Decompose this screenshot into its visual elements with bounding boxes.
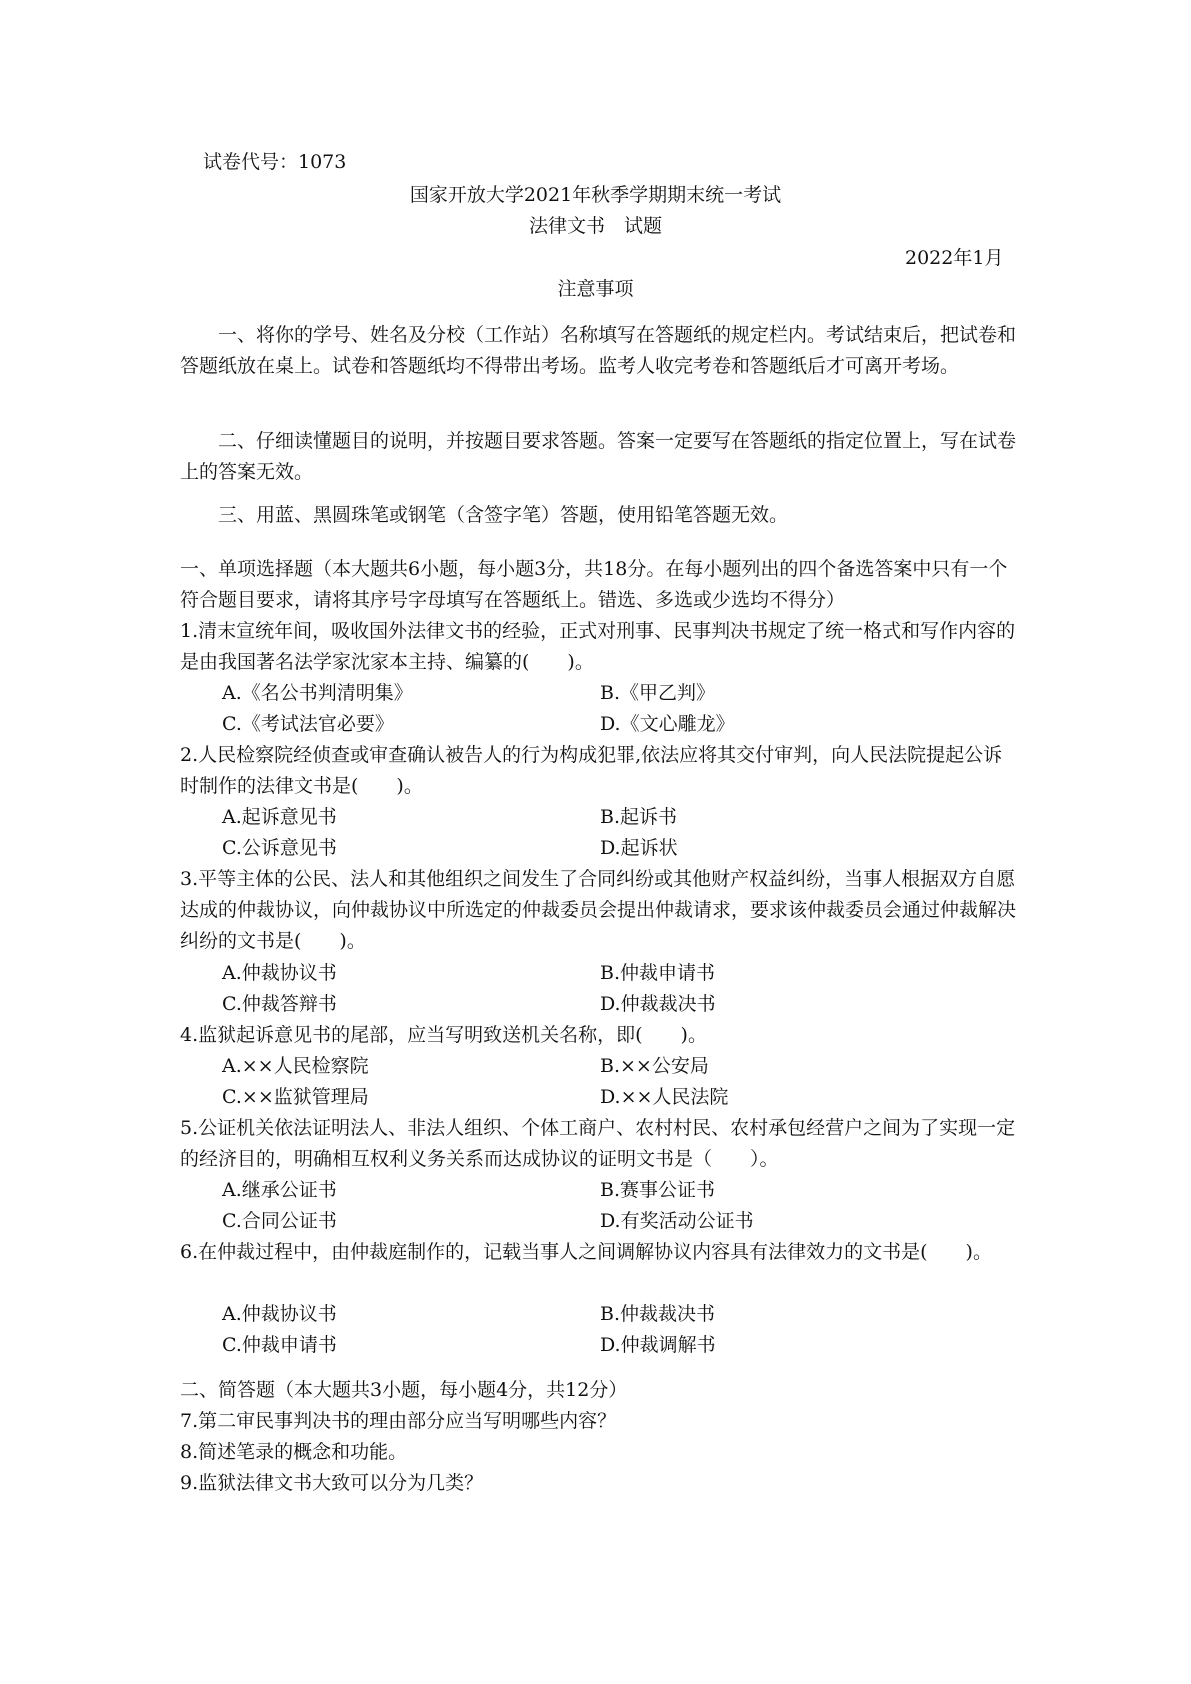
question-1: 1.清末宣统年间，吸收国外法律文书的经验，正式对刑事、民事判决书规定了统一格式和写作内容的是由我国著名法学家沈家本主持、编纂的( )。 [180, 620, 1016, 673]
exam-title: 国家开放大学2021年秋季学期期末统一考试 [409, 184, 782, 206]
question-1-option-a: A.《名公书判清明集》 [222, 682, 413, 704]
notes-heading: 注意事项 [557, 278, 634, 300]
question-5-option-c: C.合同公证书 [222, 1210, 337, 1232]
question-3-option-b: B.仲裁申请书 [600, 962, 716, 984]
question-2-option-a: A.起诉意见书 [222, 806, 337, 828]
note-item-3: 三、用蓝、黑圆珠笔或钢笔（含签字笔）答题，使用铅笔答题无效。 [218, 504, 789, 526]
question-5-option-b: B.赛事公证书 [600, 1179, 716, 1201]
question-6-option-d: D.仲裁调解书 [600, 1334, 716, 1356]
exam-subtitle: 法律文书 试题 [528, 215, 662, 237]
exam-date: 2022年1月 [905, 247, 1004, 269]
question-2-option-b: B.起诉书 [600, 806, 678, 828]
note-item-1: 一、将你的学号、姓名及分校（工作站）名称填写在答题纸的规定栏内。考试结束后，把试卷和答题纸放在桌上。试卷和答题纸均不得带出考场。监考人收完考卷和答题纸后才可离开考场。 [180, 324, 1017, 377]
question-3-option-c: C.仲裁答辩书 [222, 993, 337, 1015]
question-5-option-a: A.继承公证书 [222, 1179, 337, 1201]
question-2: 2.人民检察院经侦查或审查确认被告人的行为构成犯罪,依法应将其交付审判，向人民法院提起公诉时制作的法律文书是( )。 [180, 744, 1003, 797]
question-4-option-b: B.××公安局 [600, 1055, 709, 1077]
question-7: 7.第二审民事判决书的理由部分应当写明哪些内容？ [180, 1410, 617, 1432]
section1-heading: 一、单项选择题（本大题共6小题，每小题3分，共18分。在每小题列出的四个备选答案中只有一个符合题目要求，请将其序号字母填写在答题纸上。错选、多选或少选均不得分） [180, 558, 1008, 611]
question-1-option-d: D.《文心雕龙》 [600, 713, 735, 735]
note-item-2: 二、仔细读懂题目的说明，并按题目要求答题。答案一定要写在答题纸的指定位置上，写在试卷上的答案无效。 [180, 430, 1017, 483]
question-6-option-a: A.仲裁协议书 [222, 1303, 337, 1325]
question-1-option-c: C.《考试法官必要》 [222, 713, 394, 735]
question-3: 3.平等主体的公民、法人和其他组织之间发生了合同纠纷或其他财产权益纠纷，当事人根据双方自愿达成的仲裁协议，向仲裁协议中所选定的仲裁委员会提出仲裁请求，要求该仲裁委员会通过仲裁解决纠纷的文书是( )。 [180, 868, 1017, 952]
question-4-option-a: A.××人民检察院 [222, 1055, 369, 1077]
question-3-option-d: D.仲裁裁决书 [600, 993, 716, 1015]
question-5: 5.公证机关依法证明法人、非法人组织、个体工商户、农村村民、农村承包经营户之间为了实现一定的经济目的，明确相互权利义务关系而达成协议的证明文书是（ ）。 [180, 1117, 1016, 1170]
paper-code: 试卷代号：1073 [203, 151, 347, 173]
question-3-option-a: A.仲裁协议书 [222, 962, 337, 984]
question-9: 9.监狱法律文书大致可以分为几类？ [180, 1472, 484, 1494]
question-4-option-c: C.××监狱管理局 [222, 1086, 369, 1108]
section2-heading: 二、简答题（本大题共3小题，每小题4分，共12分） [180, 1379, 628, 1401]
question-5-option-d: D.有奖活动公证书 [600, 1210, 754, 1232]
question-2-option-d: D.起诉状 [600, 837, 678, 859]
question-2-option-c: C.公诉意见书 [222, 837, 337, 859]
question-1-option-b: B.《甲乙判》 [600, 682, 716, 704]
question-6: 6.在仲裁过程中，由仲裁庭制作的，记载当事人之间调解协议内容具有法律效力的文书是( )。 [180, 1241, 992, 1263]
question-6-option-c: C.仲裁申请书 [222, 1334, 337, 1356]
question-4: 4.监狱起诉意见书的尾部，应当写明致送机关名称，即( )。 [180, 1024, 707, 1046]
question-8: 8.简述笔录的概念和功能。 [180, 1441, 408, 1463]
question-6-option-b: B.仲裁裁决书 [600, 1303, 716, 1325]
question-4-option-d: D.××人民法院 [600, 1086, 729, 1108]
